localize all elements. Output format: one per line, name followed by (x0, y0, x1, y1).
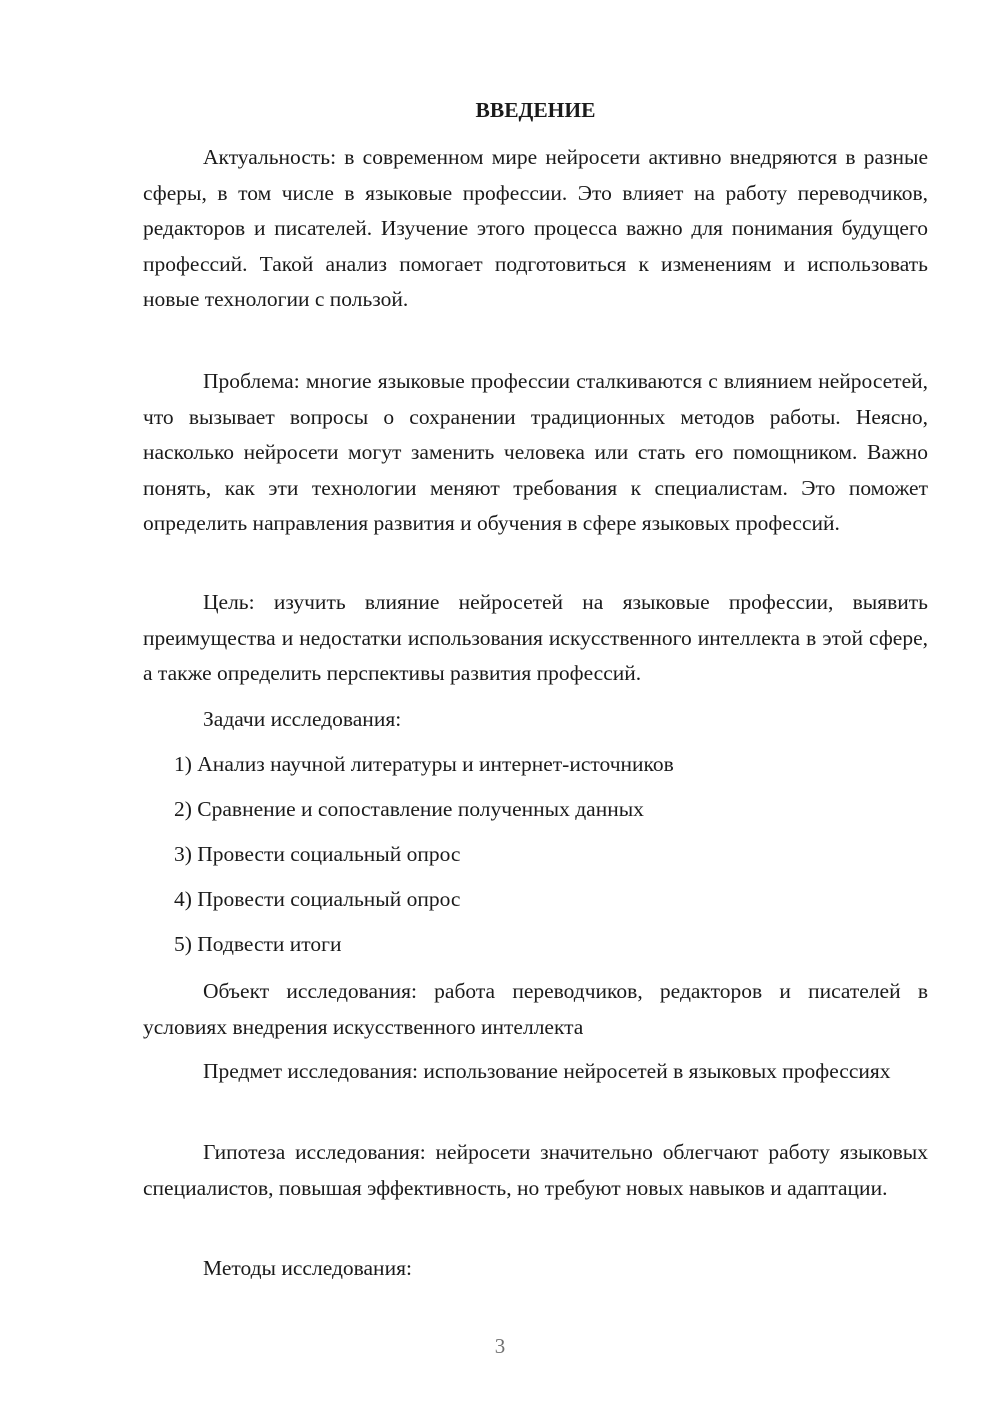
paragraph-object: Объект исследования: работа переводчиков, редакторов и писателей в условиях внедрения искусственного интеллекта (143, 979, 928, 1039)
list-item: 2) Сравнение и сопоставление полученных данных (174, 797, 644, 821)
paragraph-subject: Предмет исследования: использование нейросетей в языковых профессиях (203, 1059, 891, 1083)
list-item: 1) Анализ научной литературы и интернет-источников (174, 752, 674, 776)
paragraph-hypothesis: Гипотеза исследования: нейросети значительно облегчают работу языковых специалистов, повышая эффективность, но требуют новых навыков и адаптации. (143, 1140, 928, 1200)
tasks-title: Задачи исследования: (203, 707, 402, 731)
list-item: 5) Подвести итоги (174, 932, 342, 956)
page-title: ВВЕДЕНИЕ (475, 98, 596, 122)
paragraph-relevance: Актуальность: в современном мире нейросети активно внедряются в разные сферы, в том числе в языковые профессии. Это влияет на работу переводчиков, редакторов и писателей. Изучение этого процесса важно для понимания будущего профессий. Такой анализ помогает подготовиться к изменениям и использовать новые технологии с пользой. (143, 145, 928, 311)
list-item: 3) Провести социальный опрос (174, 842, 461, 866)
list-item: 4) Провести социальный опрос (174, 887, 461, 911)
page-number: 3 (494, 1334, 506, 1358)
paragraph-problem: Проблема: многие языковые профессии сталкиваются с влиянием нейросетей, что вызывает вопросы о сохранении традиционных методов работы. Неясно, насколько нейросети могут заменить человека или стать его помощником. Важно понять, как эти технологии меняют требования к специалистам. Это поможет определить направления развития и обучения в сфере языковых профессий. (143, 369, 928, 535)
paragraph-goal: Цель: изучить влияние нейросетей на языковые профессии, выявить преимущества и недостатки использования искусственного интеллекта в этой сфере, а также определить перспективы развития профессий. (143, 590, 928, 685)
methods-title: Методы исследования: (203, 1256, 412, 1280)
